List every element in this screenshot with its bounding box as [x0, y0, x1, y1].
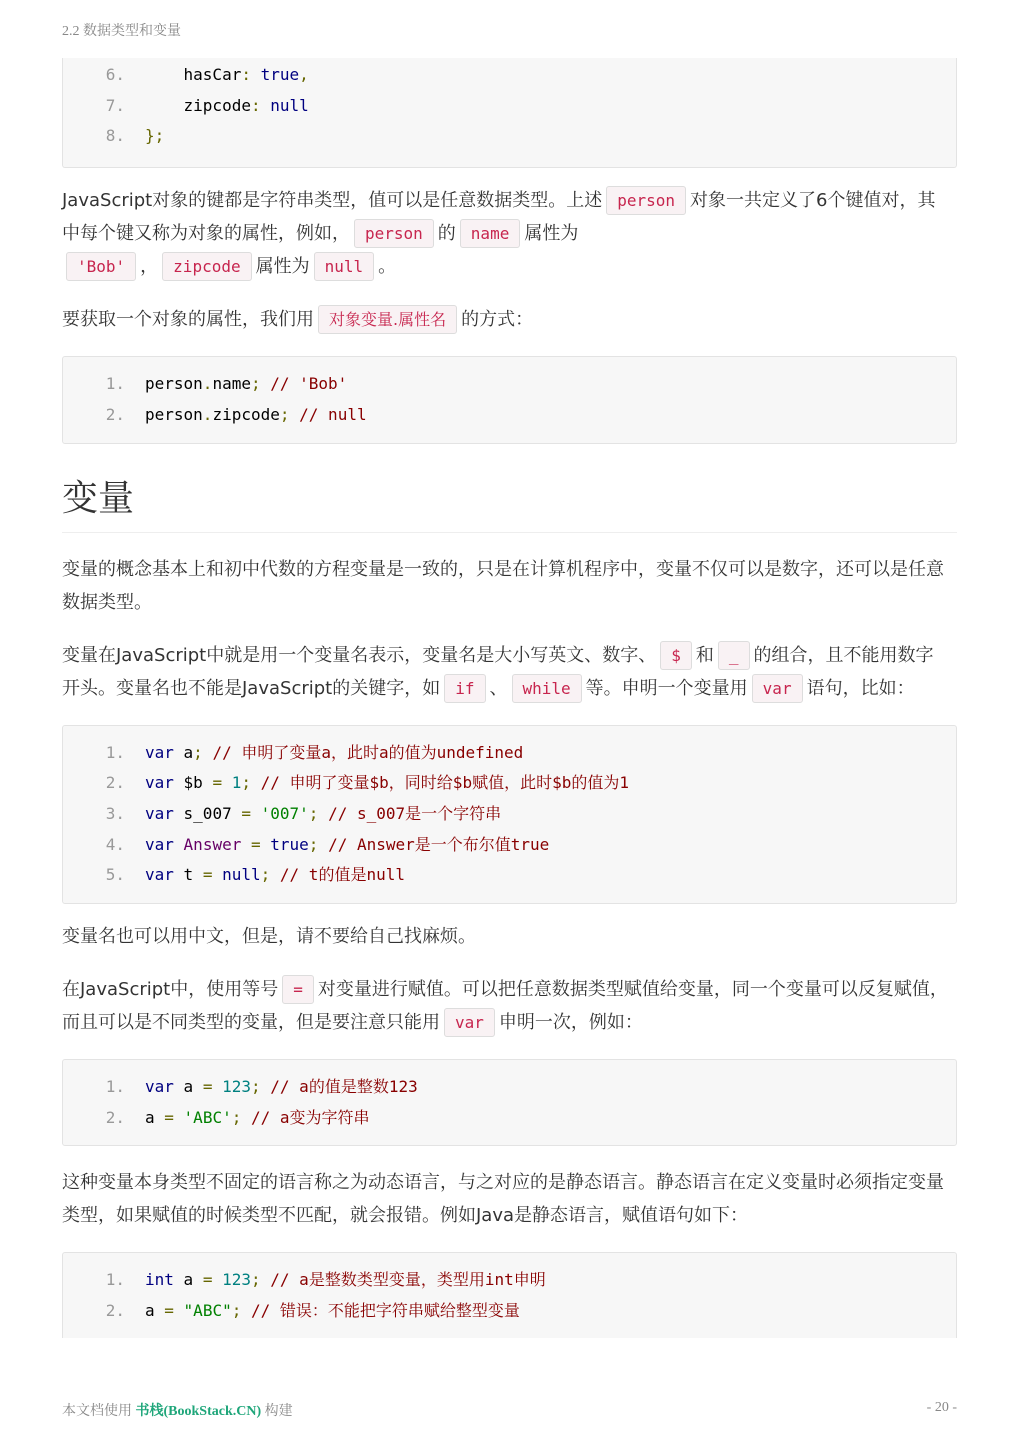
line-number: 7. [105, 95, 125, 115]
code-token: ; [250, 374, 261, 394]
inline-code-var: var [752, 674, 803, 703]
code-token: 1 [231, 773, 242, 793]
code-token: null [222, 865, 261, 885]
bookstack-link[interactable]: 书栈(BookStack.CN) [135, 1404, 262, 1419]
code-token [241, 1301, 251, 1320]
code-token [318, 804, 328, 823]
code-token: var [145, 834, 174, 854]
inline-code-dollar: $ [660, 641, 692, 670]
code-token: person [145, 374, 203, 394]
code-token: }; [145, 126, 165, 146]
line-number: 1. [105, 1270, 125, 1290]
line-number: 4. [105, 834, 125, 854]
line-number: 2. [105, 773, 125, 793]
code-token [174, 1108, 184, 1127]
code-line [83, 91, 956, 122]
code-token: zipcode [145, 95, 251, 115]
line-number: 8. [105, 126, 125, 146]
paragraph-variable-concept: 变量的概念基本上和初中代数的方程变量是一致的，只是在计算机程序中，变量不仅可以是数字，还可以是任意数据类型。 [62, 558, 944, 613]
line-number: 2. [105, 404, 125, 424]
code-token: null [270, 95, 309, 115]
code-token: ; [260, 865, 271, 885]
code-token: = [164, 1301, 174, 1321]
code-token: true [260, 65, 300, 84]
line-number: 1. [105, 742, 125, 762]
code-token: ; [279, 404, 290, 424]
code-token: 123 [222, 1270, 251, 1290]
section-heading-variables: 变量 [62, 474, 957, 533]
inline-code-underscore: _ [718, 641, 750, 670]
code-token: // Answer是一个布尔值true [328, 834, 550, 854]
code-token: // a是整数类型变量，类型用int申明 [270, 1270, 546, 1290]
code-token: a [173, 1077, 203, 1097]
code-text [145, 60, 309, 91]
code-line [83, 768, 956, 799]
code-token: : [250, 95, 261, 115]
inline-code-zipcode: zipcode [162, 252, 251, 281]
code-token: // s_007是一个字符串 [328, 803, 502, 823]
code-token [251, 804, 261, 823]
inline-code-property-syntax: 对象变量.属性名 [318, 305, 457, 334]
code-block-object-end [62, 58, 957, 168]
code-token: // 申明了变量$b，同时给$b赋值，此时$b的值为1 [260, 773, 629, 793]
code-text [145, 91, 309, 122]
code-line [83, 121, 956, 152]
code-token [261, 835, 271, 854]
inline-code-name: name [460, 219, 521, 248]
paragraph-chinese-names: 变量名也可以用中文，但是，请不要给自己找麻烦。 [62, 926, 476, 948]
code-text [145, 768, 629, 799]
paragraph-dynamic-language: 这种变量本身类型不固定的语言称之为动态语言，与之对应的是静态语言。静态语言在定义变量时必须指定变量类型，如果赋值的时候类型不匹配，就会报错。例如Java是静态语言，赋值语句如下： [62, 1172, 944, 1227]
paragraph-property-access: 要获取一个对象的属性，我们用 对象变量.属性名 的方式： [62, 303, 957, 336]
code-line [83, 60, 956, 91]
code-token: // 'Bob' [270, 374, 348, 394]
page-number: - 20 - [926, 1400, 957, 1415]
code-token: // null [299, 404, 367, 424]
line-number: 1. [105, 1077, 125, 1097]
code-text [145, 799, 501, 830]
code-token [318, 835, 328, 854]
inline-code-while: while [512, 674, 582, 703]
code-token [212, 865, 222, 884]
code-token: a [173, 742, 194, 762]
code-token: ; [308, 803, 319, 823]
code-token [251, 773, 261, 792]
code-token: . [202, 374, 213, 394]
code-block-property-access [62, 356, 957, 443]
page-content [62, 58, 957, 1338]
inline-code-var: var [444, 1008, 495, 1037]
code-line [83, 738, 956, 769]
code-line [83, 799, 956, 830]
code-token [174, 835, 184, 854]
code-token [251, 65, 261, 84]
code-block-reassignment [62, 1059, 957, 1146]
code-token: person [145, 404, 203, 424]
code-token: true [270, 834, 309, 854]
code-line [83, 1072, 956, 1103]
code-token: a [173, 1270, 203, 1290]
code-token: var [145, 865, 174, 885]
code-token [261, 374, 271, 393]
code-token: int [145, 1270, 174, 1290]
code-token: $b [173, 773, 213, 793]
inline-code-null: null [314, 252, 375, 281]
code-token: zipcode [212, 404, 280, 424]
code-token: Answer [183, 834, 242, 854]
code-token: ; [231, 1301, 242, 1321]
code-token [212, 1077, 222, 1096]
paragraph-assignment: 在JavaScript中，使用等号 = 对变量进行赋值。可以把任意数据类型赋值给变量，同一个变量可以反复赋值，而且可以是不同类型的变量，但是要注意只能用 var 申明一次，例如： [62, 973, 957, 1039]
code-text [145, 1103, 370, 1134]
code-token [261, 96, 271, 115]
inline-code-person: person [606, 186, 686, 215]
inline-code-equals: = [282, 975, 314, 1004]
code-token [241, 1108, 251, 1127]
code-token: // t的值是null [279, 865, 405, 885]
code-token: = [202, 865, 213, 885]
code-text [145, 121, 164, 152]
code-text [145, 738, 523, 769]
code-token: ; [308, 834, 319, 854]
code-token: // 错误：不能把字符串赋给整型变量 [251, 1301, 520, 1321]
code-token: ; [251, 1270, 261, 1290]
code-token: "ABC" [183, 1301, 232, 1321]
code-token: name [212, 374, 251, 394]
code-token: = [250, 834, 261, 854]
code-token: = [241, 803, 251, 823]
code-token [261, 1077, 271, 1096]
code-token [203, 743, 213, 762]
code-line [83, 369, 956, 400]
code-block-var-declarations [62, 725, 957, 905]
code-token: // a的值是整数123 [270, 1077, 418, 1097]
code-token [261, 1270, 271, 1289]
code-token: hasCar [145, 65, 242, 84]
inline-code-if: if [444, 674, 485, 703]
line-number: 2. [105, 1301, 125, 1321]
code-token [174, 1301, 184, 1320]
line-number: 3. [105, 803, 125, 823]
code-line [83, 1265, 956, 1296]
code-line [83, 1296, 956, 1327]
line-number: 6. [105, 65, 125, 84]
code-token: s_007 [173, 803, 242, 823]
code-text [145, 400, 367, 431]
code-token: ; [241, 773, 251, 793]
code-token: ; [231, 1107, 242, 1127]
code-line [83, 1103, 956, 1134]
code-text [145, 830, 549, 861]
code-token: 123 [222, 1077, 251, 1097]
code-token: // 申明了变量a，此时a的值为undefined [212, 742, 524, 762]
code-text [145, 1296, 520, 1327]
code-token: . [202, 404, 213, 424]
code-token: 'ABC' [183, 1107, 232, 1127]
code-token [212, 1270, 222, 1289]
code-token [270, 865, 280, 884]
line-number: 5. [105, 865, 125, 885]
code-token [222, 773, 232, 792]
page-footer: 本文档使用 书栈(BookStack.CN) 构建 - 20 - [62, 1400, 957, 1419]
code-token: = [202, 1077, 213, 1097]
code-token: = [212, 773, 223, 793]
code-token: // a变为字符串 [251, 1107, 370, 1127]
code-token: a [145, 1107, 165, 1127]
code-token [290, 405, 300, 424]
code-block-java-static [62, 1252, 957, 1338]
code-token: : [241, 65, 251, 84]
code-token: t [173, 865, 203, 885]
code-token [241, 835, 251, 854]
code-token: , [299, 65, 309, 84]
code-text [145, 369, 347, 400]
code-line [83, 830, 956, 861]
code-text [145, 860, 405, 891]
code-token: var [145, 742, 174, 762]
code-token: = [202, 1270, 213, 1290]
inline-code-bob: 'Bob' [66, 252, 136, 281]
code-token: var [145, 773, 174, 793]
code-token: ; [251, 1077, 261, 1097]
code-token: var [145, 1077, 174, 1097]
code-token: ; [193, 742, 203, 762]
line-number: 2. [105, 1107, 125, 1127]
code-token: a [145, 1301, 165, 1321]
paragraph-object-keys: JavaScript对象的键都是字符串类型，值可以是任意数据类型。上述 person 对象一共定义了6个键值对，其中每个键又称为对象的属性，例如， person 的 name 属性为 'Bob' ， zipcode 属性为 null 。 [62, 184, 942, 283]
code-token: var [145, 803, 174, 823]
running-header: 2.2 数据类型和变量 [62, 24, 181, 39]
code-text [145, 1072, 418, 1103]
code-line [83, 400, 956, 431]
inline-code-person: person [354, 219, 434, 248]
code-token: '007' [260, 803, 309, 823]
paragraph-variable-naming: 变量在JavaScript中就是用一个变量名表示，变量名是大小写英文、数字、 $ 和 _ 的组合，且不能用数字开头。变量名也不能是JavaScript的关键字，如 if 、 while 等。申明一个变量用 var 语句，比如： [62, 639, 942, 705]
code-text [145, 1265, 546, 1296]
line-number: 1. [105, 374, 125, 394]
code-token: = [164, 1107, 174, 1127]
code-line [83, 860, 956, 891]
